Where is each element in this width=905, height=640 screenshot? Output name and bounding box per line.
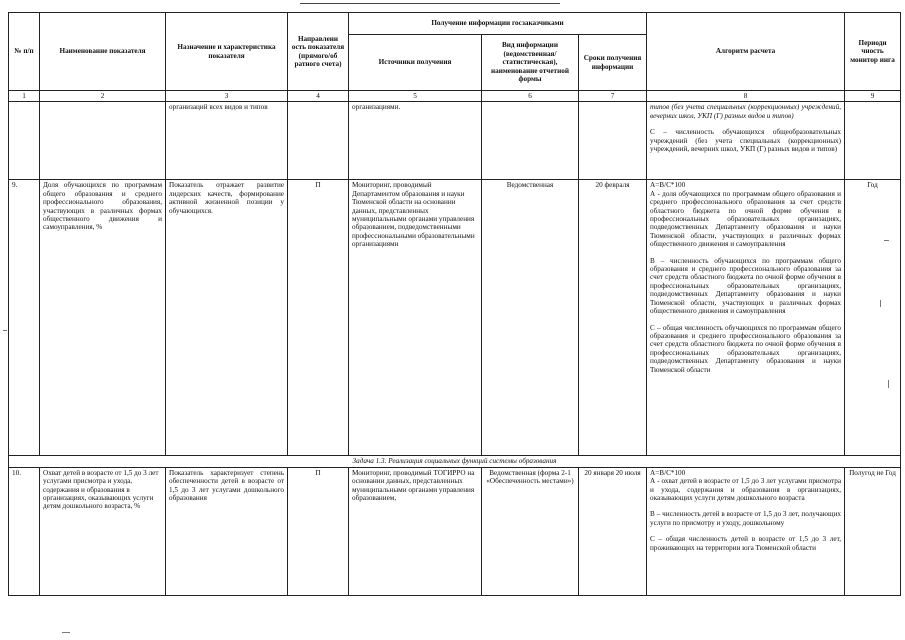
formula: А=В/С*100 [650,468,686,477]
algorithm-c: С – общая численность обучающихся по программам общего образования и среднего профессионального образования за счет средств областного бюджета по очной форме обучения в профессиональных образовательных организациях, подведомственных Департаменту образования и науки Тюменской области [650,323,842,374]
header-period: Периоди чность монитор инга [845,13,901,91]
table-row-10 [9,467,901,595]
algorithm-a: А - доля обучающихся по программам общего образования и среднего профессионального образования за счет средств областного бюджета по очной форме обучения в профессиональных образовательных организациях, подведомственных Департаменту образования и науки Тюменской области, участвующих в различных формах общественного движения и самоуправления [650,189,842,249]
continued-sources: организациями. [349,102,482,180]
scan-tick [884,240,889,241]
col-number: 3 [166,91,288,102]
table-row-9 [9,180,901,456]
indicator-name: Доля обучающихся по программам общего образования и среднего профессионального образования, участвующих в различных формах общественного движения и самоуправления, % [40,180,166,456]
col-number: 5 [349,91,482,102]
header-name: Наименование показателя [40,13,166,91]
header-num: № п/п [9,13,40,91]
indicator-terms: 20 января 20 июля [579,467,647,595]
col-number: 2 [40,91,166,102]
header-info-group: Получение информации госзаказчиками [349,13,647,35]
indicator-terms: 20 февраля [579,180,647,456]
indicator-period: Год [845,180,901,456]
header-algorithm: Алгоритм расчета [647,13,845,91]
scan-tick [880,300,881,307]
col-number: 4 [288,91,349,102]
algorithm-b: В – численность детей в возрасте от 1,5 до 3 лет, получающих услуги по присмотру и уходу, дошкольному [650,510,842,527]
scan-tick [3,330,7,331]
continued-purpose: организаций всех видов и типов [166,102,288,180]
indicator-direction: П [288,180,349,456]
algorithm-c: С – общая численность детей в возрасте от 1,5 до 3 лет, проживающих на территории юга Тюменской области [650,535,842,552]
algorithm-b: В – численность обучающихся по программам общего образования и среднего профессионального образования за счет средств областного бюджета по очной форме обучения в профессиональных образовательных организациях, подведомственных Департаменту образования и науки Тюменской области, участвующих в различных формах общественного движения и самоуправления [650,256,842,316]
header-info-type: Вид информации (ведомственная/ статистическая), наименование отчетной формы [482,35,579,91]
col-number: 8 [647,91,845,102]
table-row-continued [9,102,901,180]
row-number: 10. [9,467,40,595]
column-number-row [9,91,901,102]
indicator-name: Охват детей в возрасте от 1,5 до 3 лет услугами присмотра и ухода, содержания и образования в организациях, оказывающих услуги детям дошкольного возраста, % [40,467,166,595]
col-number: 1 [9,91,40,102]
section-row [9,456,901,467]
scan-tick [888,380,889,388]
scan-tick [62,632,70,633]
indicator-table [8,12,901,596]
indicator-sources: Мониторинг, проводимый ТОГИРРО на основании данных, представленных муниципальными органами управления образованием, [349,467,482,595]
indicator-info-type: Ведомственная [482,180,579,456]
col-number: 7 [579,91,647,102]
header-terms: Сроки получения информации [579,35,647,91]
col-number: 9 [845,91,901,102]
formula: А=В/С*100 [650,181,686,190]
algorithm-a: А - охват детей в возрасте от 1,5 до 3 лет услугами присмотра и ухода, содержания и образования в организациях, оказывающих услуги детям дошкольного возраста [650,477,842,503]
section-title: Задача 1.3. Реализация социальных функций системы образования [9,456,901,467]
indicator-purpose: Показатель отражает развитие лидерских качеств, формирование активной жизненной позиции у обучающихся. [166,180,288,456]
indicator-info-type: Ведомственная (форма 2-1 «Обеспеченность местами») [482,467,579,595]
header-purpose: Назначение и характеристика показателя [166,13,288,91]
continued-algorithm-c: С – численность обучающихся общеобразовательных учреждений (без учета специальных (коррекционных) учреждений, вечерних школ, УКП (Г) разных видов и типов) [650,128,842,154]
continued-algorithm-tail: типов (без учета специальных (коррекционных) учреждений, вечерних школ, УКП (Г) разных видов и типов) [650,103,842,120]
indicator-period: Полугод ие Год [845,467,901,595]
indicator-sources: Мониторинг, проводимый Департаментом образования и науки Тюменской области на основании данных, представленных муниципальными органами управления образованием, подведомственными профессиональными образовательными организациями [349,180,482,456]
indicator-direction: П [288,467,349,595]
header-sources: Источники получения [349,35,482,91]
scan-edge-mark [300,3,560,4]
col-number: 6 [482,91,579,102]
indicator-purpose: Показатель характеризует степень обеспеченности детей в возрасте от 1,5 до 3 лет услугами дошкольного образования [166,467,288,595]
row-number: 9. [9,180,40,456]
header-direction: Направленн ость показателя (прямого/об ратного счета) [288,13,349,91]
